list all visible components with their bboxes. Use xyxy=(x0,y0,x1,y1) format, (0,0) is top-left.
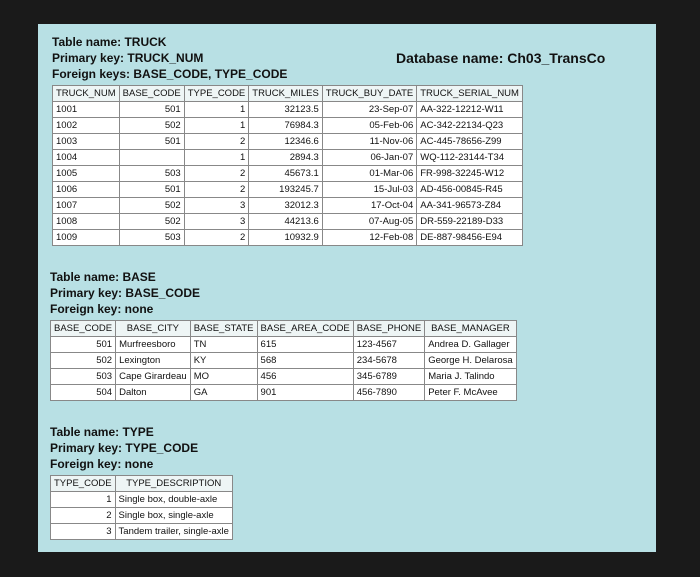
table-cell: 2 xyxy=(184,230,249,246)
type-primary-key: Primary key: TYPE_CODE xyxy=(50,441,199,455)
table-cell: 501 xyxy=(51,337,116,353)
column-header: TYPE_CODE xyxy=(184,86,249,102)
table-cell: 32123.5 xyxy=(249,102,323,118)
truck-section xyxy=(52,34,523,246)
table-cell: KY xyxy=(190,353,257,369)
table-cell: 44213.6 xyxy=(249,214,323,230)
table-cell: 1007 xyxy=(53,198,120,214)
database-name: Database name: Ch03_TransCo xyxy=(396,50,606,66)
column-header: TYPE_CODE xyxy=(51,476,116,492)
table-cell: 05-Feb-06 xyxy=(322,118,416,134)
table-cell: 15-Jul-03 xyxy=(322,182,416,198)
table-cell: 502 xyxy=(51,353,116,369)
table-row xyxy=(51,337,517,353)
type-table xyxy=(50,475,233,540)
table-cell: 1003 xyxy=(53,134,120,150)
table-cell: 456 xyxy=(257,369,353,385)
table-cell: WQ-112-23144-T34 xyxy=(417,150,523,166)
table-cell: 1009 xyxy=(53,230,120,246)
truck-table xyxy=(52,85,523,246)
table-row xyxy=(53,150,523,166)
table-cell: 17-Oct-04 xyxy=(322,198,416,214)
table-cell: 615 xyxy=(257,337,353,353)
table-cell: 504 xyxy=(51,385,116,401)
base-table xyxy=(50,320,517,401)
table-cell: 345-6789 xyxy=(353,369,424,385)
column-header: BASE_PHONE xyxy=(353,321,424,337)
table-cell: DE-887-98456-E94 xyxy=(417,230,523,246)
type-table-body xyxy=(51,492,233,540)
table-cell: 501 xyxy=(119,182,184,198)
table-row xyxy=(53,198,523,214)
table-cell: AC-445-78656-Z99 xyxy=(417,134,523,150)
base-table-body xyxy=(51,337,517,401)
table-cell: Murfreesboro xyxy=(116,337,191,353)
base-table-name: Table name: BASE xyxy=(50,270,156,284)
table-cell: 11-Nov-06 xyxy=(322,134,416,150)
table-cell: 1 xyxy=(51,492,116,508)
table-cell: 193245.7 xyxy=(249,182,323,198)
base-primary-key: Primary key: BASE_CODE xyxy=(50,286,201,300)
truck-table-body xyxy=(53,102,523,246)
table-cell: 568 xyxy=(257,353,353,369)
table-cell: 2 xyxy=(51,508,116,524)
table-cell: 07-Aug-05 xyxy=(322,214,416,230)
table-cell: MO xyxy=(190,369,257,385)
table-cell: 3 xyxy=(184,198,249,214)
table-cell: 06-Jan-07 xyxy=(322,150,416,166)
table-cell: 1004 xyxy=(53,150,120,166)
truck-foreign-keys: Foreign keys: BASE_CODE, TYPE_CODE xyxy=(52,67,288,81)
table-row xyxy=(53,118,523,134)
table-cell: AC-342-22134-Q23 xyxy=(417,118,523,134)
table-row xyxy=(51,492,233,508)
table-row xyxy=(53,134,523,150)
table-row xyxy=(51,524,233,540)
table-cell: 502 xyxy=(119,118,184,134)
table-cell: 12-Feb-08 xyxy=(322,230,416,246)
table-cell: 1005 xyxy=(53,166,120,182)
table-cell: Cape Girardeau xyxy=(116,369,191,385)
table-cell: 2894.3 xyxy=(249,150,323,166)
table-cell: 45673.1 xyxy=(249,166,323,182)
table-cell: 1 xyxy=(184,102,249,118)
base-section xyxy=(50,269,517,401)
column-header: TRUCK_NUM xyxy=(53,86,120,102)
column-header: BASE_CODE xyxy=(51,321,116,337)
table-cell: 3 xyxy=(51,524,116,540)
table-cell: FR-998-32245-W12 xyxy=(417,166,523,182)
table-cell: 2 xyxy=(184,134,249,150)
table-cell: 1006 xyxy=(53,182,120,198)
table-cell: Lexington xyxy=(116,353,191,369)
table-cell: DR-559-22189-D33 xyxy=(417,214,523,230)
column-header: TRUCK_MILES xyxy=(249,86,323,102)
column-header: BASE_CODE xyxy=(119,86,184,102)
type-section xyxy=(50,424,233,540)
table-cell: 456-7890 xyxy=(353,385,424,401)
table-cell: 76984.3 xyxy=(249,118,323,134)
column-header: BASE_STATE xyxy=(190,321,257,337)
table-cell: Andrea D. Gallager xyxy=(425,337,516,353)
table-cell: 23-Sep-07 xyxy=(322,102,416,118)
table-cell: 1008 xyxy=(53,214,120,230)
table-row xyxy=(51,353,517,369)
table-cell: 1002 xyxy=(53,118,120,134)
table-row xyxy=(53,182,523,198)
table-row xyxy=(53,230,523,246)
table-cell: 234-5678 xyxy=(353,353,424,369)
column-header: TRUCK_BUY_DATE xyxy=(322,86,416,102)
table-cell: Tandem trailer, single-axle xyxy=(115,524,232,540)
type-foreign-keys: Foreign key: none xyxy=(50,457,154,471)
table-cell: 3 xyxy=(184,214,249,230)
table-cell: Single box, double-axle xyxy=(115,492,232,508)
table-cell: 12346.6 xyxy=(249,134,323,150)
table-cell: AD-456-00845-R45 xyxy=(417,182,523,198)
truck-table-name: Table name: TRUCK xyxy=(52,35,167,49)
table-cell: 501 xyxy=(119,102,184,118)
column-header: BASE_CITY xyxy=(116,321,191,337)
table-cell: 503 xyxy=(51,369,116,385)
table-cell: Peter F. McAvee xyxy=(425,385,516,401)
table-row xyxy=(51,369,517,385)
table-cell: AA-341-96573-Z84 xyxy=(417,198,523,214)
table-cell: 501 xyxy=(119,134,184,150)
table-cell: GA xyxy=(190,385,257,401)
table-cell xyxy=(119,150,184,166)
column-header: BASE_AREA_CODE xyxy=(257,321,353,337)
table-row xyxy=(53,166,523,182)
table-row xyxy=(53,214,523,230)
truck-primary-key: Primary key: TRUCK_NUM xyxy=(52,51,204,65)
table-cell: Maria J. Talindo xyxy=(425,369,516,385)
table-cell: 1 xyxy=(184,118,249,134)
table-cell: 2 xyxy=(184,166,249,182)
table-cell: 1001 xyxy=(53,102,120,118)
table-row xyxy=(51,508,233,524)
table-row xyxy=(51,385,517,401)
table-cell: 901 xyxy=(257,385,353,401)
type-table-name: Table name: TYPE xyxy=(50,425,154,439)
table-cell: George H. Delarosa xyxy=(425,353,516,369)
column-header: TRUCK_SERIAL_NUM xyxy=(417,86,523,102)
table-cell: 503 xyxy=(119,230,184,246)
column-header: TYPE_DESCRIPTION xyxy=(115,476,232,492)
base-foreign-keys: Foreign key: none xyxy=(50,302,154,316)
table-cell: 01-Mar-06 xyxy=(322,166,416,182)
table-cell: 1 xyxy=(184,150,249,166)
table-cell: 123-4567 xyxy=(353,337,424,353)
table-cell: 502 xyxy=(119,214,184,230)
table-cell: Dalton xyxy=(116,385,191,401)
table-cell: Single box, single-axle xyxy=(115,508,232,524)
table-cell: 10932.9 xyxy=(249,230,323,246)
schema-panel xyxy=(38,24,656,552)
table-cell: 502 xyxy=(119,198,184,214)
column-header: BASE_MANAGER xyxy=(425,321,516,337)
table-row xyxy=(53,102,523,118)
table-cell: 32012.3 xyxy=(249,198,323,214)
table-cell: 503 xyxy=(119,166,184,182)
table-cell: AA-322-12212-W11 xyxy=(417,102,523,118)
table-cell: TN xyxy=(190,337,257,353)
table-cell: 2 xyxy=(184,182,249,198)
